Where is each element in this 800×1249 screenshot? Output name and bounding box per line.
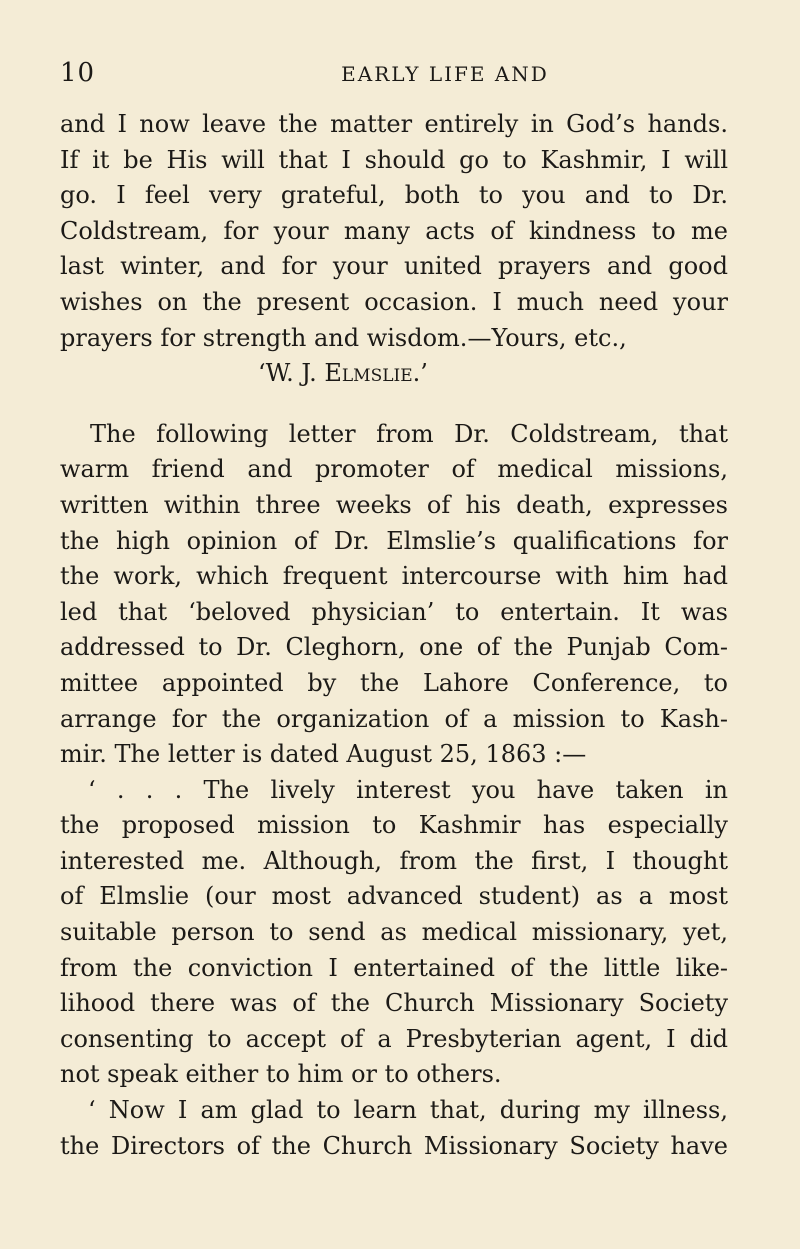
text-line: warm friend and promoter of medical missions, xyxy=(60,455,728,484)
narrative-paragraph xyxy=(60,417,728,773)
paragraph-gap xyxy=(60,392,728,417)
text-line: the proposed mission to Kashmir has especially xyxy=(60,811,728,840)
text-line: arrange for the organization of a mission to Kash- xyxy=(60,704,728,733)
text-line: written within three weeks of his death, expresses xyxy=(60,490,728,519)
text-line: lihood there was of the Church Missionary Society xyxy=(60,989,728,1018)
letter-signature: ‘W. J. Elmslie.’ xyxy=(258,359,428,388)
text-line: last winter, and for your united prayers and good xyxy=(60,252,728,281)
letter-paragraph xyxy=(60,107,728,392)
text-line: go. I feel very grateful, both to you and to Dr. xyxy=(60,181,728,210)
text-line: the Directors of the Church Missionary Society have xyxy=(60,1131,728,1160)
text-line: ‘ Now I am glad to learn that, during my illness, xyxy=(88,1096,728,1125)
quoted-letter-paragraph xyxy=(60,773,728,1093)
text-line: the high opinion of Dr. Elmslie’s qualifications for xyxy=(60,526,728,555)
page-header xyxy=(60,58,740,94)
text-line: led that ‘beloved physician’ to entertain. It was xyxy=(60,597,728,626)
text-line: addressed to Dr. Cleghorn, one of the Punjab Com- xyxy=(60,633,728,662)
text-line: ‘ . . . The lively interest you have taken in xyxy=(88,775,728,804)
text-line: from the conviction I entertained of the little like- xyxy=(60,953,728,982)
quoted-letter-paragraph xyxy=(60,1093,728,1164)
text-line: Coldstream, for your many acts of kindness to me xyxy=(60,216,728,245)
text-line: The following letter from Dr. Coldstream, that xyxy=(90,419,728,448)
body-text xyxy=(60,107,728,1164)
text-line: not speak either to him or to others. xyxy=(60,1060,502,1089)
text-line: prayers for strength and wisdom.—Yours, etc., xyxy=(60,323,627,352)
text-line: consenting to accept of a Presbyterian agent, I did xyxy=(60,1024,728,1053)
text-line: suitable person to send as medical missionary, yet, xyxy=(60,918,728,947)
text-line: wishes on the present occasion. I much need your xyxy=(60,287,728,316)
text-line: and I now leave the matter entirely in God’s hands. xyxy=(60,110,728,138)
text-line: mittee appointed by the Lahore Conference, to xyxy=(60,668,728,697)
text-line: of Elmslie (our most advanced student) as a most xyxy=(60,882,728,911)
text-line: If it be His will that I should go to Kashmir, I will xyxy=(60,145,728,174)
text-line: the work, which frequent intercourse with him had xyxy=(60,562,728,591)
text-line: mir. The letter is dated August 25, 1863 :— xyxy=(60,740,587,769)
page-number: 10 xyxy=(60,58,96,88)
text-line: interested me. Although, from the first, I thought xyxy=(60,846,728,875)
running-title: EARLY LIFE AND xyxy=(341,62,549,86)
